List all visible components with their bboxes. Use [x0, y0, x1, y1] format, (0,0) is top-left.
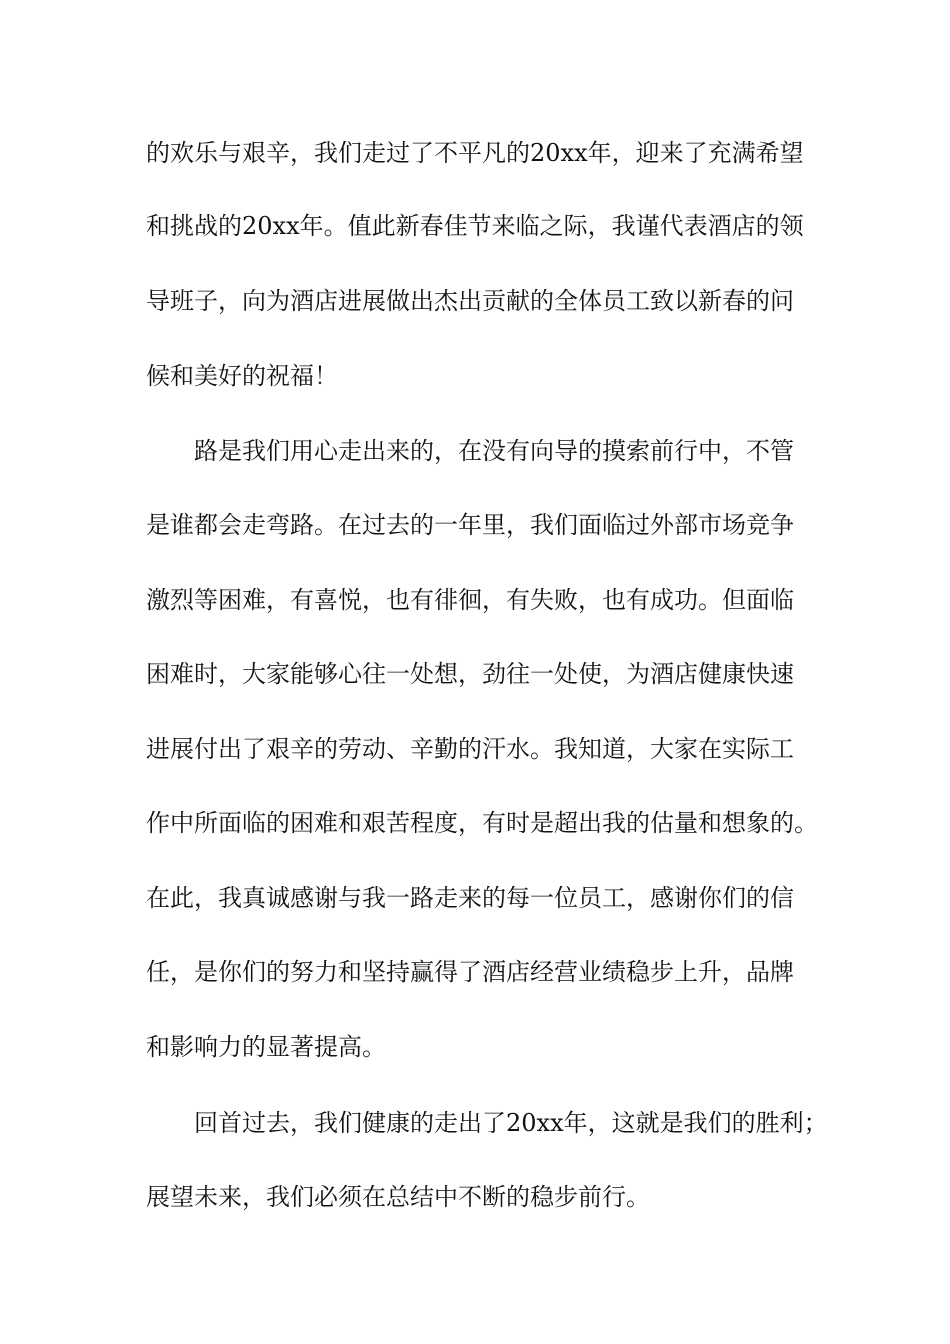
text-line: 任，是你们的努力和坚持赢得了酒店经营业绩稳步上升，品牌: [146, 958, 794, 986]
text-line: 导班子，向为酒店进展做出杰出贡献的全体员工致以新春的问: [146, 287, 794, 315]
text-line: 和影响力的显著提高。: [146, 1033, 386, 1061]
paragraph-first-line: 回首过去，我们健康的走出了20xx年，这就是我们的胜利；: [194, 1109, 828, 1137]
text-line: 是谁都会走弯路。在过去的一年里，我们面临过外部市场竞争: [146, 511, 794, 539]
text-line: 展望未来，我们必须在总结中不断的稳步前行。: [146, 1183, 650, 1211]
text-line: 激烈等困难，有喜悦，也有徘徊，有失败，也有成功。但面临: [146, 586, 794, 614]
text-line: 和挑战的20xx年。值此新春佳节来临之际，我谨代表酒店的领: [146, 212, 804, 240]
text-line: 困难时，大家能够心往一处想，劲往一处使，为酒店健康快速: [146, 660, 794, 688]
text-line: 的欢乐与艰辛，我们走过了不平凡的20xx年，迎来了充满希望: [146, 139, 804, 167]
text-line: 在此，我真诚感谢与我一路走来的每一位员工，感谢你们的信: [146, 884, 794, 912]
text-line: 作中所面临的困难和艰苦程度，有时是超出我的估量和想象的。: [146, 809, 818, 837]
text-line: 进展付出了艰辛的劳动、辛勤的汗水。我知道，大家在实际工: [146, 735, 794, 763]
paragraph-first-line: 路是我们用心走出来的，在没有向导的摸索前行中，不管: [194, 437, 794, 465]
text-line: 候和美好的祝福！: [146, 362, 338, 390]
